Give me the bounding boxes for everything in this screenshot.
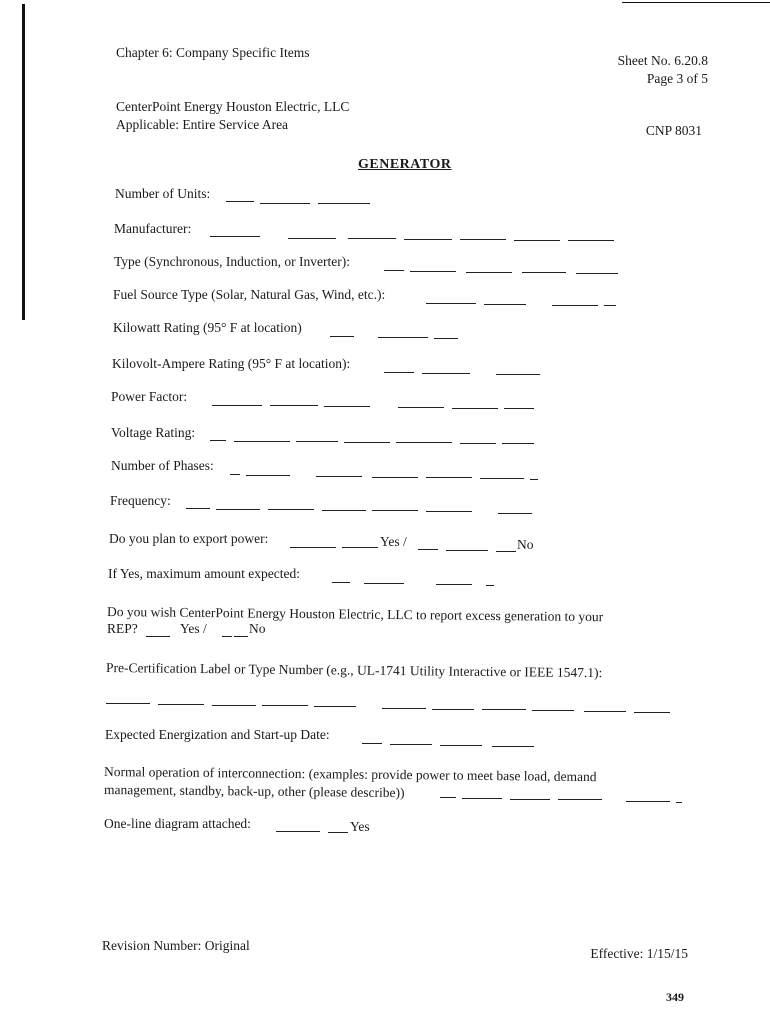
fuel-source-blank[interactable] [604, 305, 616, 306]
export-power-label: Do you plan to export power: [109, 531, 269, 546]
fuel-source-blank[interactable] [552, 305, 598, 306]
kilowatt-blank[interactable] [330, 336, 354, 337]
company-name: CenterPoint Energy Houston Electric, LLC [116, 99, 350, 114]
phases-label: Number of Phases: [111, 458, 214, 473]
export-no-blank[interactable] [496, 551, 516, 552]
precertification-blank[interactable] [634, 712, 670, 713]
voltage-label: Voltage Rating: [111, 425, 196, 440]
units-blank[interactable] [260, 203, 310, 204]
one-line-diagram-label: One-line diagram attached: [104, 816, 251, 831]
phases-blank[interactable] [246, 475, 290, 476]
power-factor-label: Power Factor: [111, 389, 188, 404]
precertification-blank[interactable] [158, 704, 204, 705]
report-no-blank[interactable] [222, 636, 232, 637]
manufacturer-blank[interactable] [460, 239, 506, 240]
phases-blank[interactable] [530, 479, 538, 480]
kva-blank[interactable] [422, 373, 470, 374]
export-yes-blank[interactable] [342, 547, 378, 548]
report-yes-option: Yes / [180, 621, 207, 636]
type-blank[interactable] [466, 272, 512, 273]
section-title: GENERATOR [358, 157, 452, 172]
type-label: Type (Synchronous, Induction, or Inverter): [114, 254, 350, 269]
kva-blank[interactable] [384, 372, 414, 373]
phases-blank[interactable] [316, 476, 362, 477]
voltage-blank[interactable] [210, 440, 226, 441]
precertification-blank[interactable] [314, 706, 356, 707]
manufacturer-blank[interactable] [514, 240, 560, 241]
normal-operation-blank[interactable] [510, 799, 550, 800]
report-rep-label: REP? [107, 621, 138, 636]
page-number: 349 [666, 990, 684, 1004]
manufacturer-blank[interactable] [210, 236, 260, 237]
max-amount-blank[interactable] [364, 583, 404, 584]
normal-operation-label-cont: management, standby, back-up, other (please describe)) [103, 782, 405, 801]
precertification-label: Pre-Certification Label or Type Number (e.g., UL-1741 Utility Interactive or IEEE 1547.1): [105, 660, 603, 681]
revision-number: Revision Number: Original [102, 938, 250, 953]
type-blank[interactable] [384, 270, 404, 271]
type-blank[interactable] [522, 272, 566, 273]
precertification-blank[interactable] [432, 709, 474, 710]
one-line-diagram-blank[interactable] [328, 832, 348, 833]
frequency-blank[interactable] [268, 509, 314, 510]
energization-date-blank[interactable] [390, 744, 432, 745]
max-amount-label: If Yes, maximum amount expected: [108, 566, 300, 581]
max-amount-blank[interactable] [332, 582, 350, 583]
phases-blank[interactable] [480, 478, 524, 479]
kilowatt-blank[interactable] [434, 338, 458, 339]
effective-date: Effective: 1/15/15 [590, 946, 688, 961]
energization-date-blank[interactable] [362, 743, 382, 744]
manufacturer-blank[interactable] [348, 238, 396, 239]
max-amount-blank[interactable] [436, 584, 472, 585]
frequency-blank[interactable] [216, 509, 260, 510]
precertification-blank[interactable] [382, 708, 426, 709]
frequency-blank[interactable] [372, 510, 418, 511]
normal-operation-blank[interactable] [558, 799, 602, 800]
sheet-number: Sheet No. 6.20.8 [617, 53, 708, 68]
power-factor-blank[interactable] [452, 408, 498, 409]
frequency-blank[interactable] [322, 510, 366, 511]
report-yes-blank[interactable] [146, 636, 170, 637]
max-amount-blank[interactable] [486, 585, 494, 586]
voltage-blank[interactable] [296, 441, 338, 442]
kilowatt-label: Kilowatt Rating (95° F at location) [113, 320, 302, 335]
one-line-diagram-yes: Yes [350, 819, 370, 834]
report-excess-question: Do you wish CenterPoint Energy Houston Electric, LLC to report excess generation to your [106, 604, 604, 625]
one-line-diagram-blank[interactable] [276, 831, 320, 832]
form-code: CNP 8031 [645, 123, 702, 138]
top-right-rule [622, 2, 770, 3]
export-no-option: No [517, 537, 534, 552]
normal-operation-blank[interactable] [676, 802, 682, 803]
fuel-source-blank[interactable] [426, 303, 476, 304]
export-no-blank[interactable] [446, 550, 488, 551]
power-factor-blank[interactable] [324, 406, 370, 407]
units-label: Number of Units: [115, 186, 211, 201]
power-factor-blank[interactable] [270, 405, 318, 406]
precertification-blank[interactable] [106, 703, 150, 704]
phases-blank[interactable] [426, 477, 472, 478]
report-no-blank[interactable] [234, 636, 248, 637]
voltage-blank[interactable] [502, 443, 534, 444]
kva-label: Kilovolt-Ampere Rating (95° F at location): [112, 356, 351, 371]
phases-blank[interactable] [372, 477, 418, 478]
precertification-blank[interactable] [212, 705, 256, 706]
voltage-blank[interactable] [234, 441, 290, 442]
energization-date-label: Expected Energization and Start-up Date: [105, 727, 330, 742]
type-blank[interactable] [576, 273, 618, 274]
precertification-blank[interactable] [584, 711, 626, 712]
left-margin-bar [22, 4, 25, 320]
normal-operation-blank[interactable] [462, 798, 502, 799]
kva-blank[interactable] [496, 374, 540, 375]
export-yes-option: Yes / [380, 534, 407, 549]
precertification-blank[interactable] [532, 710, 574, 711]
frequency-label: Frequency: [110, 493, 171, 508]
export-yes-blank[interactable] [290, 547, 336, 548]
voltage-blank[interactable] [344, 442, 390, 443]
phases-blank[interactable] [230, 474, 240, 475]
frequency-blank[interactable] [498, 513, 532, 514]
precertification-blank[interactable] [482, 709, 526, 710]
fuel-source-label: Fuel Source Type (Solar, Natural Gas, Wind, etc.): [113, 287, 386, 302]
normal-operation-label: Normal operation of interconnection: (examples: provide power to meet base load, demand [103, 764, 597, 785]
power-factor-blank[interactable] [504, 408, 534, 409]
report-no-option: No [249, 621, 266, 636]
manufacturer-blank[interactable] [404, 239, 452, 240]
manufacturer-blank[interactable] [568, 240, 614, 241]
precertification-blank[interactable] [262, 705, 308, 706]
voltage-blank[interactable] [460, 443, 496, 444]
normal-operation-blank[interactable] [626, 801, 670, 802]
units-blank[interactable] [226, 201, 254, 202]
energization-date-blank[interactable] [440, 745, 482, 746]
units-blank[interactable] [318, 203, 370, 204]
power-factor-blank[interactable] [212, 405, 262, 406]
type-blank[interactable] [410, 271, 456, 272]
page-of-total: Page 3 of 5 [646, 71, 708, 86]
power-factor-blank[interactable] [398, 407, 444, 408]
kilowatt-blank[interactable] [378, 337, 428, 338]
voltage-blank[interactable] [396, 442, 452, 443]
energization-date-blank[interactable] [492, 746, 534, 747]
fuel-source-blank[interactable] [484, 304, 526, 305]
frequency-blank[interactable] [426, 511, 472, 512]
applicable-area: Applicable: Entire Service Area [116, 117, 289, 132]
export-no-blank[interactable] [418, 549, 438, 550]
frequency-blank[interactable] [186, 508, 210, 509]
manufacturer-label: Manufacturer: [114, 221, 192, 236]
manufacturer-blank[interactable] [288, 238, 336, 239]
normal-operation-blank[interactable] [440, 797, 456, 798]
chapter-heading: Chapter 6: Company Specific Items [116, 45, 310, 60]
